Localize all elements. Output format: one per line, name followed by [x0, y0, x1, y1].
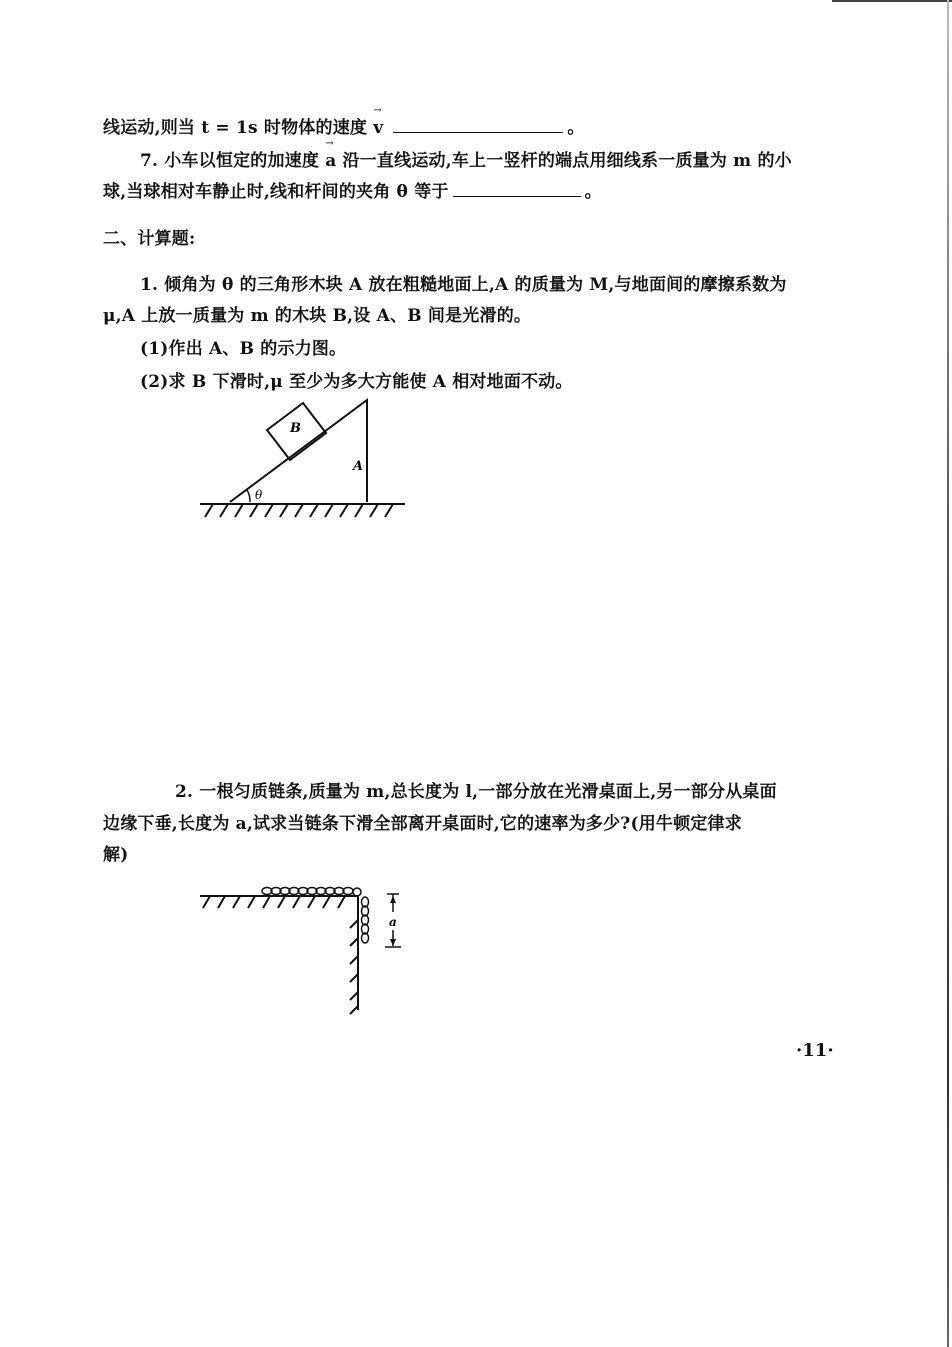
incline-figure [195, 392, 410, 522]
vector-v: → v [373, 118, 383, 138]
q7-l1-pre: 7. 小车以恒定的加速度 [140, 151, 326, 171]
label-A: A [353, 459, 364, 474]
page-number: ·11· [796, 1040, 834, 1061]
q7-l2-post: 。 [584, 182, 602, 202]
vector-a: → a [325, 151, 336, 171]
chain-horizontal [262, 888, 361, 897]
text-l1-pre: 线运动,则当 t = 1s 时物体的速度 [103, 118, 374, 138]
q2-line-2: 边缘下垂,长度为 a,试求当链条下滑全部离开桌面时,它的速率为多少?(用牛顿定律求 [103, 814, 742, 834]
text-l1-post: 。 [567, 118, 585, 138]
text-line-1 [103, 113, 585, 138]
right-edge-line [947, 0, 949, 1347]
label-a: a [389, 915, 397, 929]
q2-line-3: 解) [103, 845, 129, 865]
q7-line-2 [103, 177, 602, 202]
label-theta: θ [255, 488, 263, 502]
q7-l2-pre: 球,当球相对车静止时,线和杆间的夹角 θ 等于 [103, 182, 449, 202]
q1-line-3: (1)作出 A、B 的示力图。 [140, 339, 347, 359]
q7-l1-post: 沿一直线运动,车上一竖杆的端点用细线系一质量为 m 的小 [336, 151, 792, 171]
answer-blank-1 [393, 114, 563, 133]
q1-line-2: μ,A 上放一质量为 m 的木块 B,设 A、B 间是光滑的。 [103, 306, 532, 326]
label-B: B [290, 421, 301, 436]
q7-line-1 [140, 146, 792, 171]
answer-blank-2 [453, 178, 581, 197]
triangle-A [230, 400, 367, 502]
q1-line-1: 1. 倾角为 θ 的三角形木块 A 放在粗糙地面上,A 的质量为 M,与地面间的摩擦系数为 [140, 275, 787, 295]
chain-figure [195, 880, 415, 1020]
top-edge-line [832, 0, 952, 2]
q2-line-1: 2. 一根匀质链条,质量为 m,总长度为 l,一部分放在光滑桌面上,另一部分从桌面 [175, 782, 777, 802]
section-heading: 二、计算题: [103, 229, 196, 249]
chain-vertical [362, 897, 369, 943]
q1-line-4: (2)求 B 下滑时,μ 至少为多大方能使 A 相对地面不动。 [140, 372, 573, 392]
